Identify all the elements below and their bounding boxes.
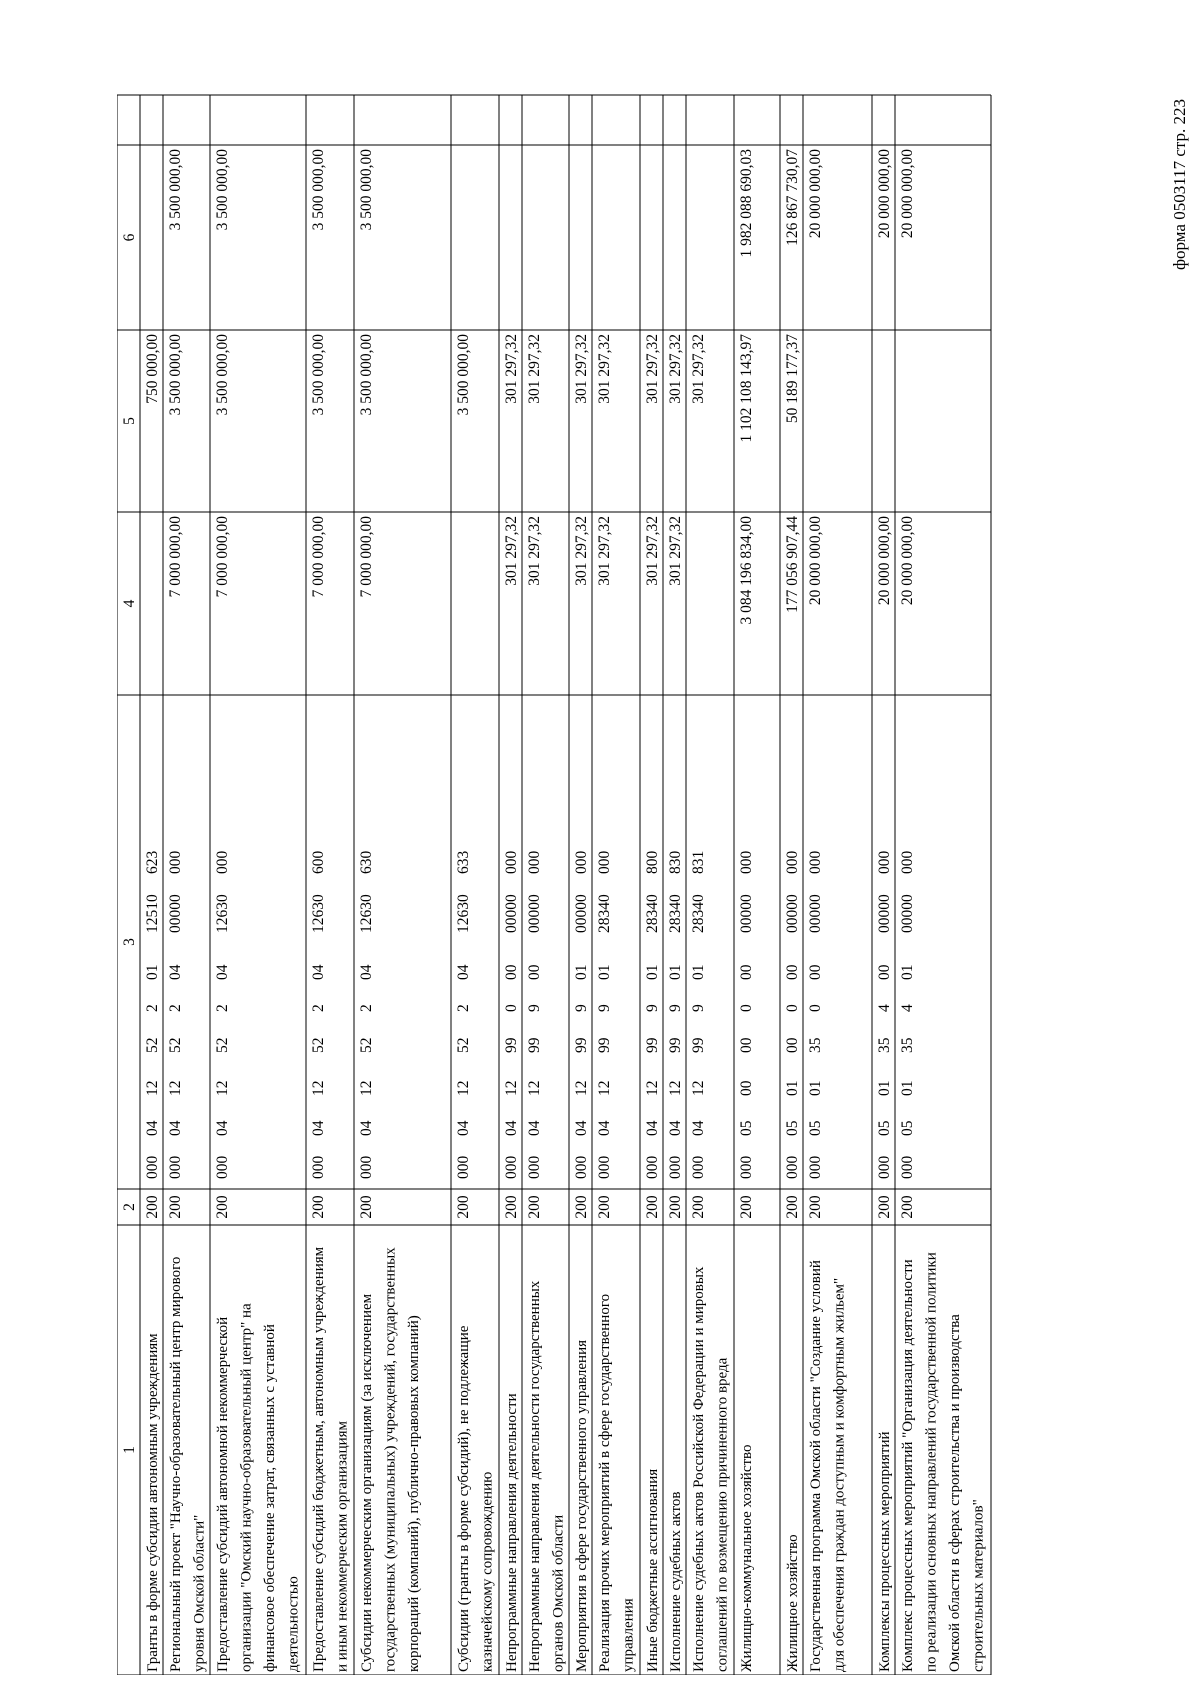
line-code: 200: [690, 1195, 707, 1219]
executed-amount: 301 297,32: [667, 334, 684, 404]
budget-code-part: 99: [596, 1037, 613, 1053]
column-header-4: 4: [121, 599, 138, 608]
row-label-line: Мероприятия в сфере государственного управления: [574, 1339, 590, 1672]
budget-code-part: 04: [455, 1120, 472, 1136]
budget-code-part: 52: [358, 1037, 375, 1053]
budget-table: [117, 45, 1127, 1675]
unexecuted-amount: 20 000 000,00: [899, 149, 916, 239]
column-header-2: 2: [121, 1203, 138, 1211]
budget-code-part: 2: [144, 1004, 161, 1012]
budget-code-part: 99: [526, 1037, 543, 1053]
budget-code-part: 000: [738, 1155, 755, 1179]
budget-code-part: 52: [167, 1037, 184, 1053]
budget-code-part: 000: [526, 850, 543, 874]
budget-table-rotated: [117, 45, 1127, 1675]
approved-amount: 20 000 000,00: [876, 516, 893, 606]
budget-code-part: 00000: [503, 894, 520, 933]
executed-amount: 301 297,32: [526, 334, 543, 404]
line-code: 200: [807, 1195, 824, 1219]
unexecuted-amount: 3 500 000,00: [214, 149, 231, 231]
budget-code-part: 00: [503, 964, 520, 980]
budget-code-part: 000: [503, 850, 520, 874]
budget-code-part: 623: [144, 850, 161, 874]
budget-code-part: 00: [784, 1037, 801, 1053]
budget-code-part: 12630: [358, 894, 375, 933]
budget-code-part: 12: [167, 1080, 184, 1096]
budget-code-part: 00000: [784, 894, 801, 933]
executed-amount: 3 500 000,00: [310, 334, 327, 416]
budget-code-part: 04: [310, 1120, 327, 1136]
budget-code-part: 04: [596, 1120, 613, 1136]
approved-amount: 7 000 000,00: [214, 516, 231, 598]
row-label-line: Иные бюджетные ассигнования: [645, 1468, 661, 1672]
budget-code-part: 000: [690, 1155, 707, 1179]
budget-code-part: 00: [526, 964, 543, 980]
unexecuted-amount: 20 000 000,00: [876, 149, 893, 239]
row-label-line: государственных (муниципальных) учреждений, государственных: [382, 1247, 399, 1672]
budget-code-part: 00: [738, 1037, 755, 1053]
budget-code-part: 00000: [738, 894, 755, 933]
budget-code-part: 12: [358, 1080, 375, 1096]
budget-code-part: 52: [455, 1037, 472, 1053]
budget-code-part: 04: [310, 964, 327, 980]
row-label-line: организации "Омский научно-образовательный центр" на: [238, 1303, 255, 1672]
budget-code-part: 01: [644, 964, 661, 980]
row-label-line: Исполнение судебных актов: [668, 1491, 684, 1672]
row-label-line: Субсидии некоммерческим организациям (за исключением: [359, 1293, 375, 1672]
budget-code-part: 000: [667, 1155, 684, 1179]
executed-amount: 301 297,32: [596, 334, 613, 404]
budget-code-part: 28340: [690, 894, 707, 933]
budget-code-part: 04: [573, 1120, 590, 1136]
executed-amount: 301 297,32: [644, 334, 661, 404]
budget-code-part: 04: [667, 1120, 684, 1136]
budget-code-part: 12: [144, 1080, 161, 1096]
budget-code-part: 830: [667, 850, 684, 874]
budget-code-part: 52: [310, 1037, 327, 1053]
budget-code-part: 12: [596, 1080, 613, 1096]
row-label-line: Субсидии (гранты в форме субсидий), не подлежащие: [456, 1325, 472, 1672]
row-label-line: Государственная программа Омской области "Создание условий: [808, 1260, 824, 1672]
budget-code-part: 35: [876, 1037, 893, 1053]
budget-code-part: 00000: [167, 894, 184, 933]
budget-code-part: 12: [644, 1080, 661, 1096]
budget-code-part: 04: [144, 1120, 161, 1136]
approved-amount: 301 297,32: [526, 516, 543, 586]
budget-code-part: 01: [899, 1080, 916, 1096]
budget-code-part: 000: [573, 1155, 590, 1179]
budget-code-part: 0: [738, 1004, 755, 1012]
approved-amount: 20 000 000,00: [899, 516, 916, 606]
unexecuted-amount: 126 867 730,07: [784, 149, 801, 246]
executed-amount: 301 297,32: [503, 334, 520, 404]
budget-code-part: 28340: [667, 894, 684, 933]
row-label-line: по реализации основных направлений государственной политики: [923, 1252, 940, 1672]
row-label-line: Комплексы процессных мероприятий: [877, 1431, 893, 1672]
line-code: 200: [596, 1195, 613, 1219]
executed-amount: 3 500 000,00: [358, 334, 375, 416]
row-label-line: Омской области в сферах строительства и производства: [947, 1314, 963, 1672]
budget-code-part: 630: [358, 850, 375, 874]
budget-code-part: 04: [455, 964, 472, 980]
row-label-line: финансовое обеспечение затрат, связанных с уставной: [262, 1324, 278, 1672]
unexecuted-amount: 3 500 000,00: [167, 149, 184, 231]
line-code: 200: [573, 1195, 590, 1219]
budget-code-part: 000: [876, 850, 893, 874]
budget-code-part: 000: [503, 1155, 520, 1179]
line-code: 200: [784, 1195, 801, 1219]
column-header-5: 5: [121, 417, 138, 425]
unexecuted-amount: 1 982 088 690,03: [738, 149, 755, 258]
budget-code-part: 12: [573, 1080, 590, 1096]
table-cells: [121, 149, 987, 1672]
budget-code-part: 12630: [455, 894, 472, 933]
approved-amount: 7 000 000,00: [167, 516, 184, 598]
budget-code-part: 35: [807, 1037, 824, 1053]
budget-code-part: 000: [573, 850, 590, 874]
line-code: 200: [214, 1195, 231, 1219]
approved-amount: 20 000 000,00: [807, 516, 824, 606]
budget-code-part: 00000: [573, 894, 590, 933]
budget-code-part: 00000: [526, 894, 543, 933]
approved-amount: 301 297,32: [667, 516, 684, 586]
approved-amount: 301 297,32: [573, 516, 590, 586]
budget-code-part: 000: [596, 850, 613, 874]
budget-code-part: 99: [644, 1037, 661, 1053]
budget-code-part: 00000: [899, 894, 916, 933]
line-code: 200: [503, 1195, 520, 1219]
budget-code-part: 01: [573, 964, 590, 980]
budget-code-part: 9: [644, 1004, 661, 1012]
approved-amount: 3 084 196 834,00: [738, 516, 755, 625]
budget-code-part: 9: [573, 1004, 590, 1012]
budget-code-part: 000: [596, 1155, 613, 1179]
budget-code-part: 000: [310, 1155, 327, 1179]
line-code: 200: [876, 1195, 893, 1219]
budget-code-part: 2: [214, 1004, 231, 1012]
approved-amount: 301 297,32: [644, 516, 661, 586]
line-code: 200: [899, 1195, 916, 1219]
budget-code-part: 2: [310, 1004, 327, 1012]
column-header-6: 6: [121, 233, 138, 242]
budget-code-part: 00: [738, 964, 755, 980]
budget-code-part: 04: [214, 964, 231, 980]
budget-code-part: 52: [144, 1037, 161, 1053]
row-label-line: Жилищно-коммунальное хозяйство: [739, 1444, 755, 1672]
budget-code-part: 2: [358, 1004, 375, 1012]
unexecuted-amount: 3 500 000,00: [358, 149, 375, 231]
budget-code-part: 9: [690, 1004, 707, 1012]
budget-code-part: 99: [667, 1037, 684, 1053]
budget-code-part: 000: [455, 1155, 472, 1179]
row-label-line: соглашений по возмещению причиненного вреда: [714, 1357, 731, 1672]
row-label-line: Непрограммные направления деятельности государственных: [527, 1280, 543, 1672]
budget-code-part: 04: [358, 1120, 375, 1136]
budget-code-part: 000: [784, 1155, 801, 1179]
budget-code-part: 4: [876, 1004, 893, 1012]
budget-code-part: 01: [899, 964, 916, 980]
budget-code-part: 0: [503, 1004, 520, 1012]
budget-code-part: 01: [144, 964, 161, 980]
budget-code-part: 12630: [214, 894, 231, 933]
row-label-line: органов Омской области: [550, 1514, 567, 1672]
row-label-line: Непрограммные направления деятельности: [504, 1393, 520, 1672]
line-code: 200: [358, 1195, 375, 1219]
line-code: 200: [526, 1195, 543, 1219]
row-label-line: Предоставление субсидий автономной некоммерческой: [215, 1316, 231, 1672]
budget-code-part: 12: [667, 1080, 684, 1096]
budget-code-part: 04: [167, 964, 184, 980]
budget-code-part: 4: [899, 1004, 916, 1012]
budget-code-part: 04: [358, 964, 375, 980]
budget-code-part: 000: [876, 1155, 893, 1179]
executed-amount: 50 189 177,37: [784, 334, 801, 424]
budget-code-part: 000: [144, 1155, 161, 1179]
budget-code-part: 2: [167, 1004, 184, 1012]
budget-code-part: 12: [310, 1080, 327, 1096]
line-code: 200: [455, 1195, 472, 1219]
budget-code-part: 04: [690, 1120, 707, 1136]
column-header-1: 1: [121, 1446, 138, 1454]
budget-code-part: 28340: [644, 894, 661, 933]
budget-code-part: 000: [526, 1155, 543, 1179]
approved-amount: 301 297,32: [596, 516, 613, 586]
executed-amount: 3 500 000,00: [455, 334, 472, 416]
row-label-line: управления: [620, 1598, 637, 1672]
budget-code-part: 05: [899, 1120, 916, 1136]
row-label-line: для обеспечения граждан доступным и комфортным жильем": [831, 1277, 848, 1672]
budget-code-part: 000: [214, 850, 231, 874]
budget-code-part: 99: [573, 1037, 590, 1053]
budget-code-part: 00000: [876, 894, 893, 933]
budget-code-part: 000: [167, 1155, 184, 1179]
budget-code-part: 99: [690, 1037, 707, 1053]
budget-code-part: 01: [667, 964, 684, 980]
row-label-line: Региональный проект "Научно-образовательный центр мирового: [168, 1256, 184, 1672]
executed-amount: 1 102 108 143,97: [738, 334, 755, 443]
budget-code-part: 04: [167, 1120, 184, 1136]
budget-code-part: 000: [738, 850, 755, 874]
budget-code-part: 000: [899, 850, 916, 874]
budget-code-part: 05: [876, 1120, 893, 1136]
budget-code-part: 0: [784, 1004, 801, 1012]
budget-code-part: 04: [644, 1120, 661, 1136]
budget-code-part: 12: [455, 1080, 472, 1096]
unexecuted-amount: 20 000 000,00: [807, 149, 824, 239]
executed-amount: 301 297,32: [690, 334, 707, 404]
form-label: [1148, 40, 1189, 290]
budget-code-part: 99: [503, 1037, 520, 1053]
budget-code-part: 00000: [807, 894, 824, 933]
row-label-line: Комплекс процессных мероприятий "Организация деятельности: [900, 1259, 916, 1672]
executed-amount: 3 500 000,00: [214, 334, 231, 416]
budget-code-part: 00: [784, 964, 801, 980]
form-label-text: форма 0503117 стр. 223: [1170, 99, 1189, 270]
budget-code-part: 2: [455, 1004, 472, 1012]
budget-code-part: 01: [690, 964, 707, 980]
line-code: 200: [667, 1195, 684, 1219]
budget-code-part: 9: [667, 1004, 684, 1012]
budget-code-part: 00: [876, 964, 893, 980]
budget-code-part: 04: [526, 1120, 543, 1136]
approved-amount: 7 000 000,00: [358, 516, 375, 598]
budget-code-part: 01: [876, 1080, 893, 1096]
budget-code-part: 35: [899, 1037, 916, 1053]
row-label-line: казначейскому сопровождению: [479, 1471, 496, 1672]
budget-code-part: 01: [807, 1080, 824, 1096]
budget-code-part: 000: [358, 1155, 375, 1179]
executed-amount: 3 500 000,00: [167, 334, 184, 416]
budget-code-part: 9: [526, 1004, 543, 1012]
budget-code-part: 831: [690, 850, 707, 874]
executed-amount: 301 297,32: [573, 334, 590, 404]
budget-code-part: 00: [738, 1080, 755, 1096]
line-code: 200: [738, 1195, 755, 1219]
budget-code-part: 000: [899, 1155, 916, 1179]
budget-code-part: 800: [644, 850, 661, 874]
budget-code-part: 12: [503, 1080, 520, 1096]
row-label-line: Реализация прочих мероприятий в сфере государственного: [597, 1293, 613, 1672]
budget-code-part: 05: [738, 1120, 755, 1136]
row-label-line: корпораций (компаний), публично-правовых компаний): [406, 1315, 422, 1672]
budget-code-part: 01: [784, 1080, 801, 1096]
column-header-3: 3: [121, 938, 138, 946]
row-label-line: Жилищное хозяйство: [785, 1534, 801, 1672]
unexecuted-amount: 3 500 000,00: [310, 149, 327, 231]
row-label-line: Исполнение судебных актов Российской Федерации и мировых: [691, 1266, 707, 1672]
row-label-line: строительных материалов": [970, 1499, 987, 1672]
row-label-line: деятельностью: [285, 1576, 302, 1672]
budget-code-part: 04: [503, 1120, 520, 1136]
budget-code-part: 12630: [310, 894, 327, 933]
row-label-line: и иным некоммерческим организациям: [334, 1420, 351, 1672]
budget-code-part: 600: [310, 850, 327, 874]
row-label-line: Предоставление субсидий бюджетным, автономным учреждениям: [311, 1246, 327, 1672]
approved-amount: 301 297,32: [503, 516, 520, 586]
line-code: 200: [310, 1195, 327, 1219]
budget-code-part: 52: [214, 1037, 231, 1053]
budget-code-part: 000: [807, 850, 824, 874]
budget-code-part: 9: [596, 1004, 613, 1012]
budget-code-part: 12: [690, 1080, 707, 1096]
budget-code-part: 12510: [144, 894, 161, 933]
budget-code-part: 0: [807, 1004, 824, 1012]
budget-code-part: 05: [784, 1120, 801, 1136]
line-code: 200: [644, 1195, 661, 1219]
budget-code-part: 000: [644, 1155, 661, 1179]
budget-code-part: 05: [807, 1120, 824, 1136]
budget-code-part: 04: [214, 1120, 231, 1136]
budget-code-part: 000: [807, 1155, 824, 1179]
budget-code-part: 000: [167, 850, 184, 874]
budget-code-part: 12: [526, 1080, 543, 1096]
row-label-line: Гранты в форме субсидии автономным учреждениям: [145, 1333, 161, 1672]
executed-amount: 750 000,00: [144, 334, 161, 404]
budget-code-part: 000: [214, 1155, 231, 1179]
line-code: 200: [167, 1195, 184, 1219]
budget-code-part: 000: [784, 850, 801, 874]
row-label-line: уровня Омской области": [191, 1514, 208, 1672]
budget-code-part: 12: [214, 1080, 231, 1096]
approved-amount: 177 056 907,44: [784, 516, 801, 613]
approved-amount: 7 000 000,00: [310, 516, 327, 598]
budget-code-part: 28340: [596, 894, 613, 933]
line-code: 200: [144, 1195, 161, 1219]
budget-code-part: 633: [455, 850, 472, 874]
budget-code-part: 00: [807, 964, 824, 980]
budget-code-part: 01: [596, 964, 613, 980]
